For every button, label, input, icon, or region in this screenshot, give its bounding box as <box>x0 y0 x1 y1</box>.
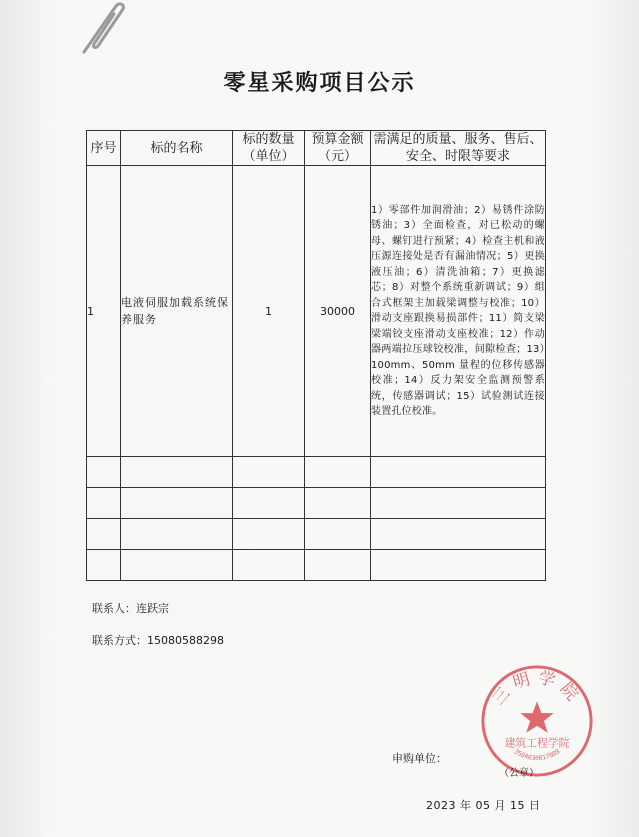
table-row-empty <box>87 519 546 550</box>
seal-number: 3504030017088 <box>512 747 562 763</box>
seal-top-text: 三明学院 <box>487 666 587 709</box>
table-row <box>87 166 546 457</box>
contact-phone-value: 15080588298 <box>147 634 224 647</box>
header-requirements: 需满足的质量、服务、售后、 安全、时限等要求 <box>371 131 546 166</box>
cell-qty: 1 <box>233 166 305 457</box>
document-title: 零星采购项目公示 <box>223 70 416 96</box>
contact-person <box>92 600 169 616</box>
contact-phone-label: 联系方式： <box>92 634 147 647</box>
cell-name: 电液伺服加载系统保养服务 <box>121 166 233 457</box>
cell-no: 1 <box>87 166 121 457</box>
table-row-empty <box>87 457 546 488</box>
table-row-empty <box>87 550 546 581</box>
document-date: 2023 年 05 月 15 日 <box>426 799 541 812</box>
cell-requirements: 1）零部件加润滑油；2）易锈件涂防锈油；3）全面检查，对已松动的螺母、螺钉进行预紧；4）检查主机和液压源连接处是否有漏油情况；5）更换液压油；6）清洗油箱；7）更换滤芯；8）对整个系统重新调试；9）组合式框架主加载梁调整与校准；10）滑动支座跟换易损部件；11）简支梁梁端铰支座滑动支座校准；12）作动器两端拉压球铰校准，间隙检查；13）100mm、50mm 量程的位移传感器校准；14）反力架安全监测预警系统，传感器调试；15）试验测试连接装置孔位校准。 <box>371 166 546 457</box>
contact-person-value: 连跃宗 <box>136 602 169 615</box>
header-qty: 标的数量 （单位） <box>233 131 305 166</box>
header-no: 序号 <box>87 131 121 166</box>
seal-note: （公章） <box>499 768 539 779</box>
cell-budget: 30000 <box>305 166 371 457</box>
procurement-table <box>86 130 546 581</box>
seal-center-text: 建筑工程学院 <box>504 736 570 750</box>
header-name: 标的名称 <box>121 131 233 166</box>
table-row-empty <box>87 488 546 519</box>
table-header-row <box>87 131 546 166</box>
official-seal-icon <box>478 662 596 780</box>
contact-person-label: 联系人： <box>92 602 136 615</box>
paperclip-icon <box>72 0 132 60</box>
header-budget: 预算金额 （元） <box>305 131 371 166</box>
buyer-unit-label: 申购单位： <box>392 752 447 765</box>
contact-phone <box>92 632 224 648</box>
